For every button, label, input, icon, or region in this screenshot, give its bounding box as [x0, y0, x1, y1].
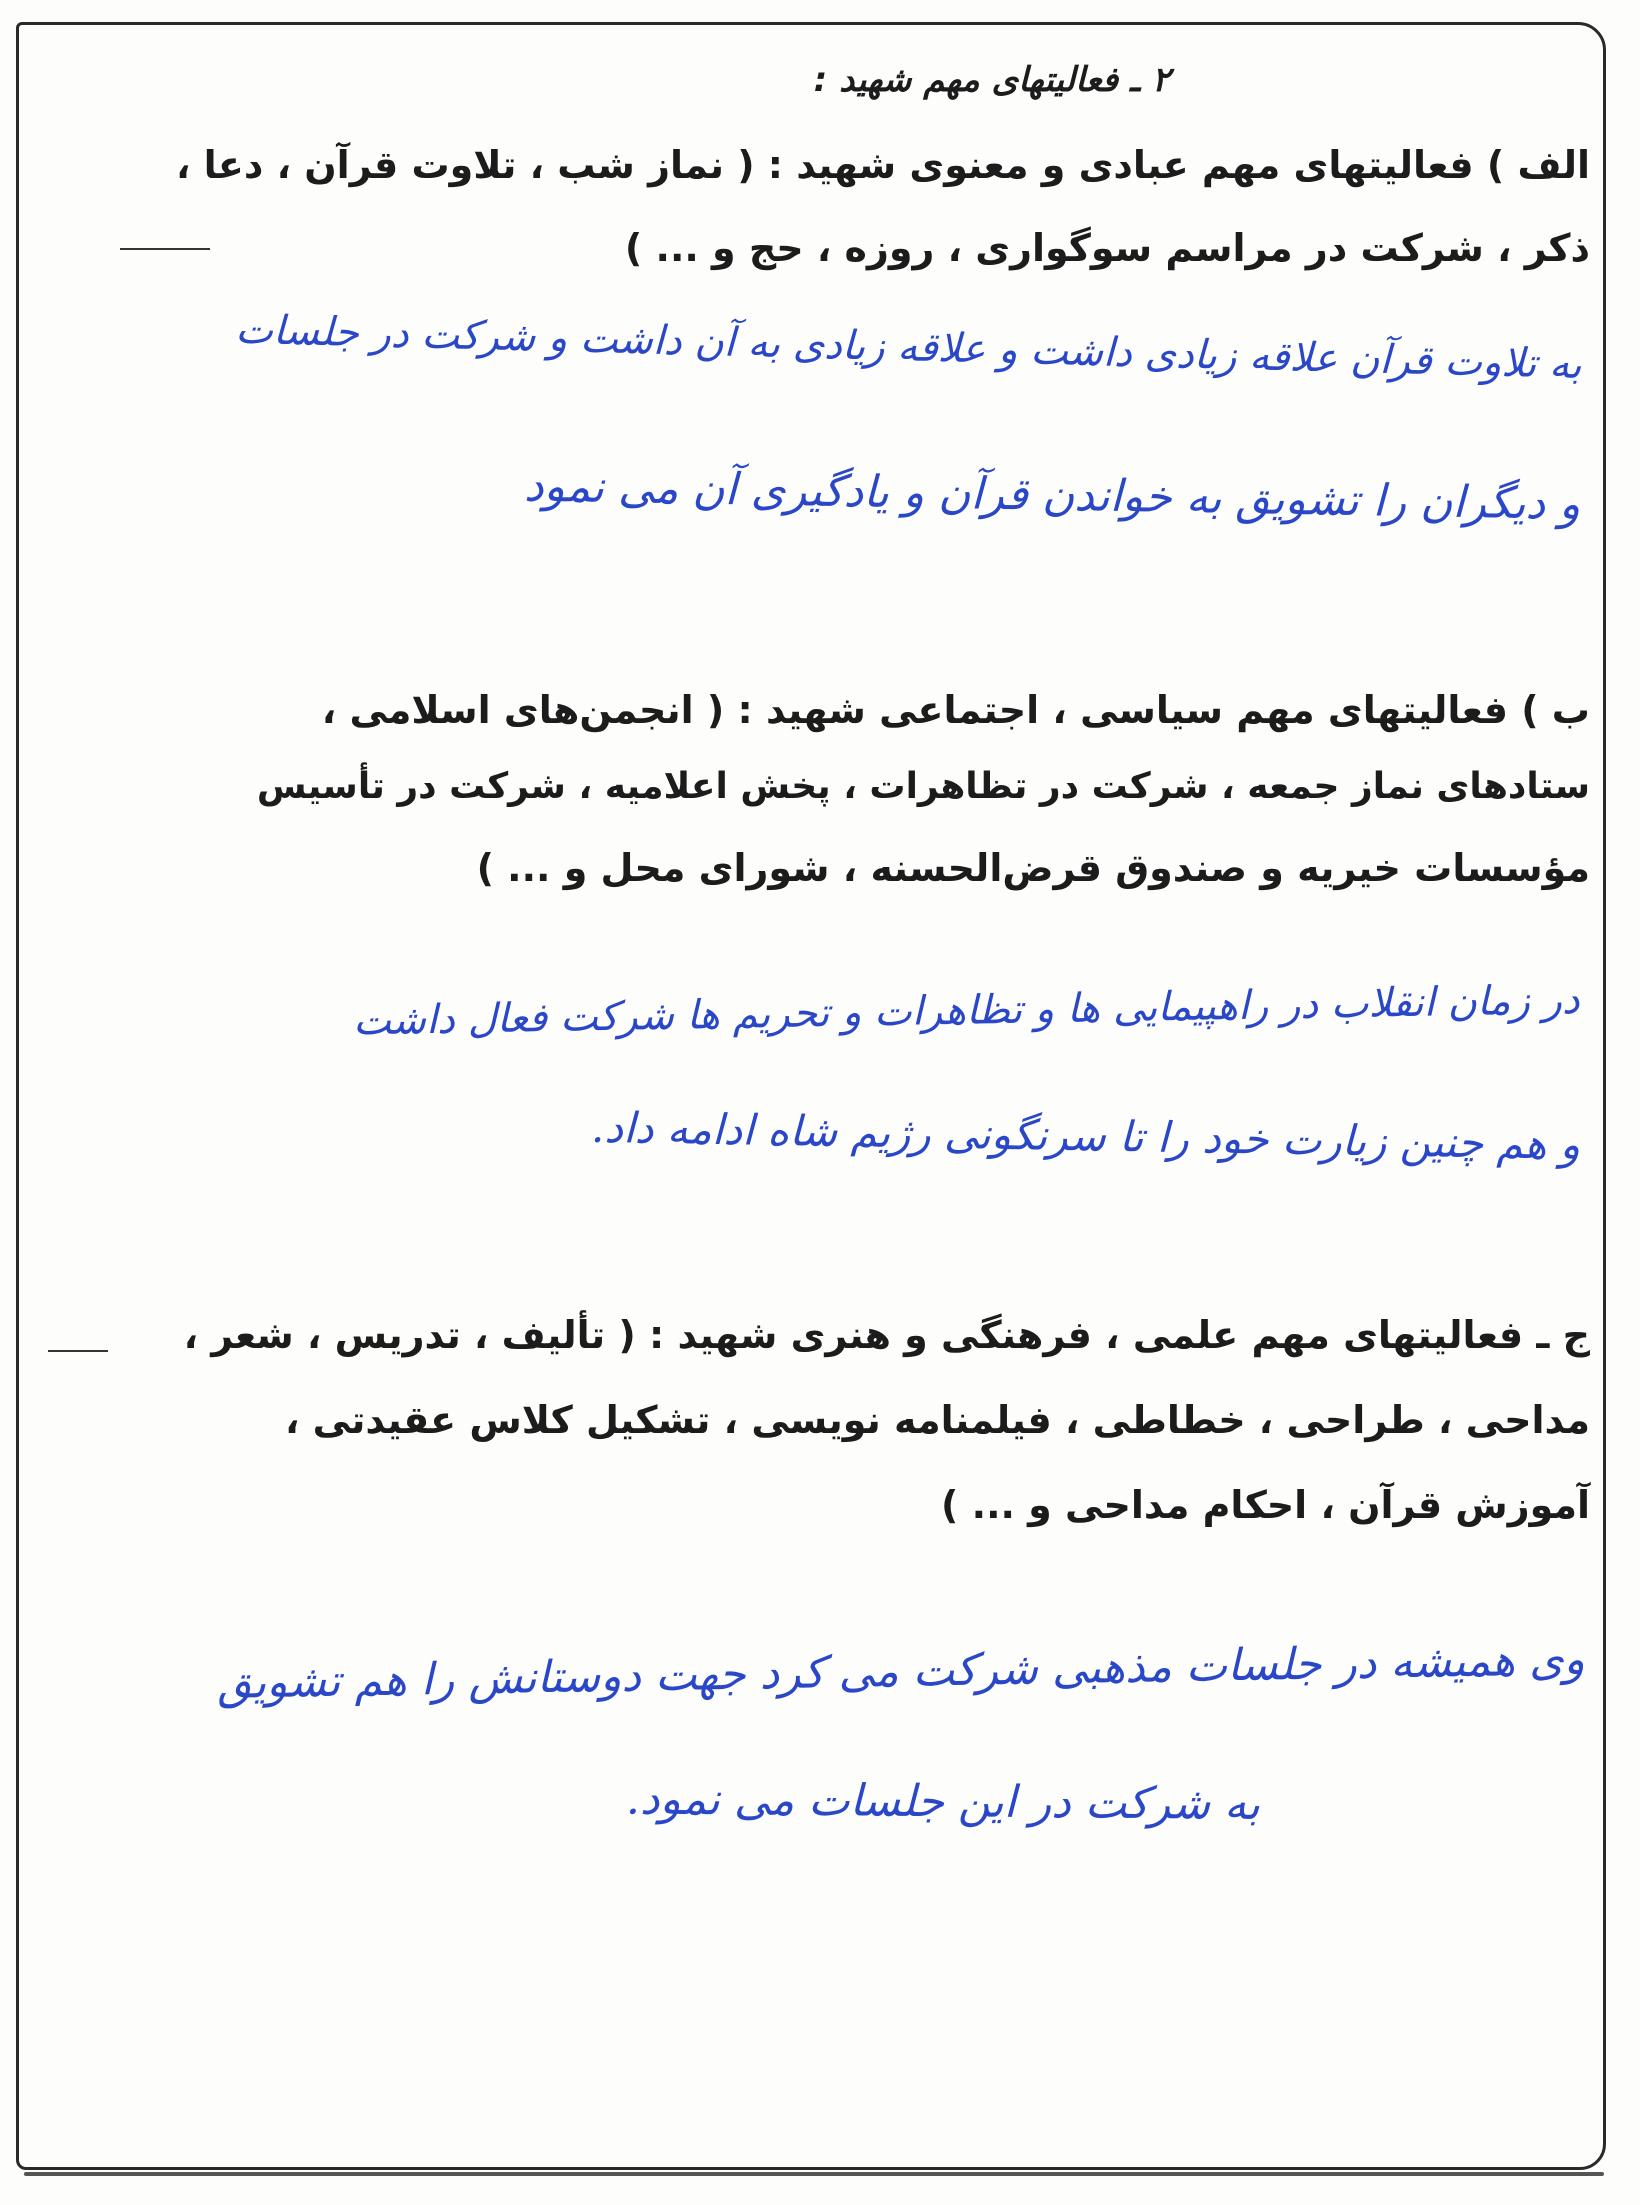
je-printed-line-3: آموزش قرآن ، احکام مداحی و ... )	[941, 1483, 1590, 1527]
scan-mark	[48, 1350, 108, 1352]
be-printed-line-3: مؤسسات خیریه و صندوق قرض‌الحسنه ، شورای محل و ... )	[476, 846, 1590, 890]
alef-printed-line-1: الف ) فعالیتهای مهم عبادی و معنوی شهید : ( نماز شب ، تلاوت قرآن ، دعا ،	[175, 143, 1590, 187]
be-printed-line-1: ب ) فعالیتهای مهم سیاسی ، اجتماعی شهید : ( انجمن‌های اسلامی ،	[321, 688, 1590, 732]
je-printed-line-2: مداحی ، طراحی ، خطاطی ، فیلمنامه نویسی ، تشکیل کلاس عقیدتی ،	[284, 1398, 1590, 1442]
je-handwritten-line-2: به شرکت در این جلسات می نمود.	[625, 1773, 1261, 1830]
section-heading: ۲ ـ فعالیتهای مهم شهید :	[813, 60, 1170, 100]
be-printed-line-2: ستادهای نماز جمعه ، شرکت در تظاهرات ، پخش اعلامیه ، شرکت در تأسیس	[256, 766, 1590, 807]
alef-handwritten-line-2: و دیگران را تشویق به خواندن قرآن و یادگیری آن می نمود	[523, 460, 1581, 530]
be-handwritten-line-2: و هم چنین زیارت خود را تا سرنگونی رژیم شاه ادامه داد.	[590, 1102, 1581, 1169]
be-handwritten-line-1: در زمان انقلاب در راهپیمایی ها و تظاهرات و تحریم ها شرکت فعال داشت	[353, 977, 1581, 1045]
je-printed-line-1: ج ـ فعالیتهای مهم علمی ، فرهنگی و هنری شهید : ( تألیف ، تدریس ، شعر ،	[183, 1313, 1590, 1357]
alef-printed-line-2: ذکر ، شرکت در مراسم سوگواری ، روزه ، حج و ... )	[624, 226, 1590, 270]
alef-handwritten-line-1: به تلاوت قرآن علاقه زیادی داشت و علاقه زیادی به آن داشت و شرکت در جلسات	[235, 306, 1583, 388]
scan-mark	[120, 248, 210, 250]
page-border-shadow	[24, 2172, 1604, 2176]
je-handwritten-line-1: وی همیشه در جلسات مذهبی شرکت می کرد جهت دوستانش را هم تشویق	[217, 1634, 1586, 1709]
